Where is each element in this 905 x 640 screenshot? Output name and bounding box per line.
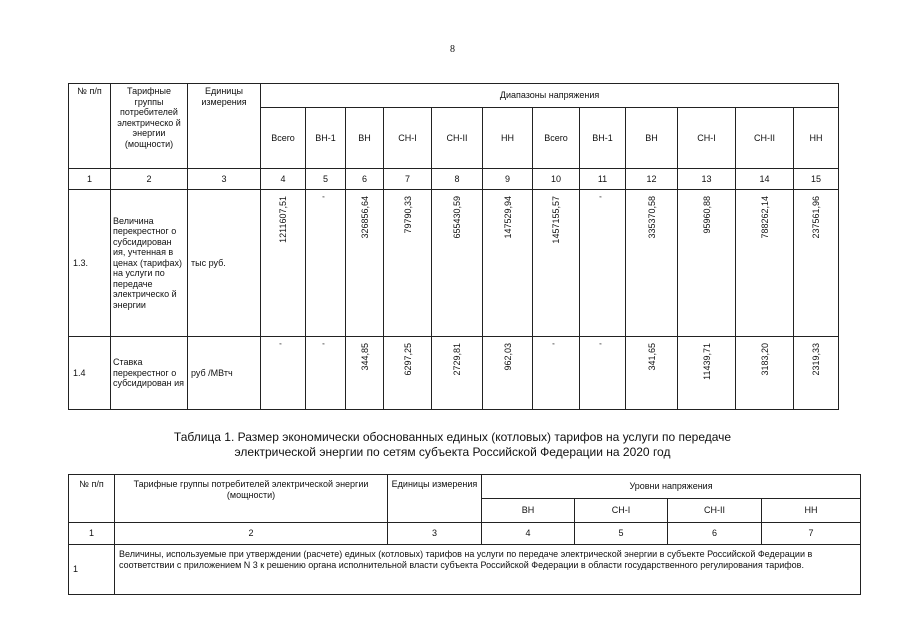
row-unit: тыс руб. — [188, 190, 261, 337]
row-unit: руб /МВтч — [188, 337, 261, 410]
column-number: 5 — [575, 523, 668, 545]
value-text: 95960,88 — [701, 196, 712, 234]
value-cell — [626, 190, 678, 337]
value-text: ' — [597, 196, 608, 198]
subheader: ВН — [482, 499, 575, 523]
value-cell — [261, 190, 306, 337]
value-cell — [626, 337, 678, 410]
column-number: 7 — [384, 169, 432, 190]
column-number: 9 — [483, 169, 533, 190]
column-number: 10 — [533, 169, 580, 190]
value-cell — [384, 337, 432, 410]
page-number: 8 — [450, 44, 455, 55]
value-text: 6297,25 — [402, 343, 413, 376]
value-text: 1457155,57 — [550, 196, 561, 244]
value-text: 1211607,51 — [277, 196, 288, 243]
value-text: 2729,81 — [451, 343, 462, 376]
header-group: Тарифные группы потребителей электрической энергии (мощности) — [115, 475, 388, 523]
value-cell — [736, 190, 794, 337]
column-number: 2 — [115, 523, 388, 545]
header-units: Единицы измерения — [388, 475, 482, 523]
subheader: Всего — [533, 108, 580, 169]
caption-line: Таблица 1. Размер экономически обоснованных единых (котловых) тарифов на услуги по передаче — [173, 430, 732, 444]
value-text: 341,65 — [646, 343, 657, 371]
value-cell — [432, 190, 483, 337]
header-num: № п/п — [69, 84, 111, 169]
subheader: СН-I — [575, 499, 668, 523]
header-num: № п/п — [69, 475, 115, 523]
table-row — [69, 337, 839, 410]
column-number: 12 — [626, 169, 678, 190]
value-cell — [580, 190, 626, 337]
header-units: Единицы измерения — [188, 84, 261, 169]
value-text: 3183,20 — [759, 343, 770, 376]
column-number: 7 — [762, 523, 861, 545]
value-cell — [306, 337, 346, 410]
header-group: Тарифные группы потребителей электрическо й энергии (мощности) — [111, 84, 188, 169]
value-cell — [432, 337, 483, 410]
value-cell — [306, 190, 346, 337]
value-text: 655430,59 — [451, 196, 462, 239]
column-number: 15 — [794, 169, 839, 190]
value-text: ' — [320, 196, 331, 198]
column-number: 3 — [388, 523, 482, 545]
value-text: 79790,33 — [402, 196, 413, 234]
column-number: 5 — [306, 169, 346, 190]
column-number: 3 — [188, 169, 261, 190]
column-number: 4 — [261, 169, 306, 190]
row-number: 1.3. — [69, 190, 111, 337]
row-number: 1.4 — [69, 337, 111, 410]
row-label: Ставка перекрестног о субсидирован ия — [111, 337, 188, 410]
column-number: 1 — [69, 523, 115, 545]
subheader: Всего — [261, 108, 306, 169]
column-number: 2 — [111, 169, 188, 190]
value-text: 237561,96 — [810, 196, 821, 239]
subheader: ВН — [346, 108, 384, 169]
value-text: 147529,94 — [502, 196, 513, 239]
subheader: НН — [762, 499, 861, 523]
column-number: 6 — [668, 523, 762, 545]
table-row — [69, 545, 861, 595]
subheader: ВН — [626, 108, 678, 169]
value-cell — [794, 190, 839, 337]
column-number: 6 — [346, 169, 384, 190]
subheader: СН-II — [432, 108, 483, 169]
subheader: СН-I — [384, 108, 432, 169]
table-caption — [0, 430, 905, 460]
tariff-table — [68, 474, 861, 595]
value-cell — [678, 337, 736, 410]
value-cell — [346, 190, 384, 337]
value-cell — [483, 190, 533, 337]
value-cell — [346, 337, 384, 410]
voltage-range-table — [68, 83, 839, 410]
column-number: 11 — [580, 169, 626, 190]
value-cell — [678, 190, 736, 337]
column-number: 14 — [736, 169, 794, 190]
row-text: Величины, используемые при утверждении (расчете) единых (котловых) тарифов на услуги по передаче электрической энергии в субъекте Российской Федерации в соответствии с приложением N 3 к решению органа исполнительной власти субъекта Российской Федерации в области государственного регулирования тарифов. — [115, 545, 861, 595]
subheader: СН-II — [668, 499, 762, 523]
value-text: ' — [597, 343, 608, 345]
column-number: 4 — [482, 523, 575, 545]
column-number: 8 — [432, 169, 483, 190]
header-voltage-levels: Уровни напряжения — [482, 475, 861, 499]
row-number: 1 — [69, 545, 115, 595]
value-text: ' — [277, 343, 288, 345]
value-text: 962,03 — [502, 343, 513, 371]
value-cell — [384, 190, 432, 337]
subheader: ВН-1 — [306, 108, 346, 169]
value-cell — [483, 337, 533, 410]
subheader: СН-II — [736, 108, 794, 169]
subheader: СН-I — [678, 108, 736, 169]
value-text: ' — [320, 343, 331, 345]
value-cell — [533, 337, 580, 410]
caption-line: электрической энергии по сетям субъекта Российской Федерации на 2020 год — [234, 445, 671, 459]
header-voltage-ranges: Диапазоны напряжения — [261, 84, 839, 108]
value-text: 2319,33 — [810, 343, 821, 376]
value-text: 788262,14 — [759, 196, 770, 239]
column-number: 1 — [69, 169, 111, 190]
subheader: НН — [483, 108, 533, 169]
column-number: 13 — [678, 169, 736, 190]
row-label: Величина перекрестног о субсидирован ия, учтенная в ценах (тарифах) на услуги по передаче электрическо й энергии — [111, 190, 188, 337]
value-cell — [580, 337, 626, 410]
value-text: 326856,64 — [359, 196, 370, 239]
value-text: 11439,71 — [701, 343, 712, 380]
subheader: НН — [794, 108, 839, 169]
value-text: 344,85 — [359, 343, 370, 371]
value-text: 335370,58 — [646, 196, 657, 239]
table-row — [69, 190, 839, 337]
value-text: ' — [550, 343, 561, 345]
value-cell — [736, 337, 794, 410]
value-cell — [261, 337, 306, 410]
subheader: ВН-1 — [580, 108, 626, 169]
value-cell — [533, 190, 580, 337]
value-cell — [794, 337, 839, 410]
